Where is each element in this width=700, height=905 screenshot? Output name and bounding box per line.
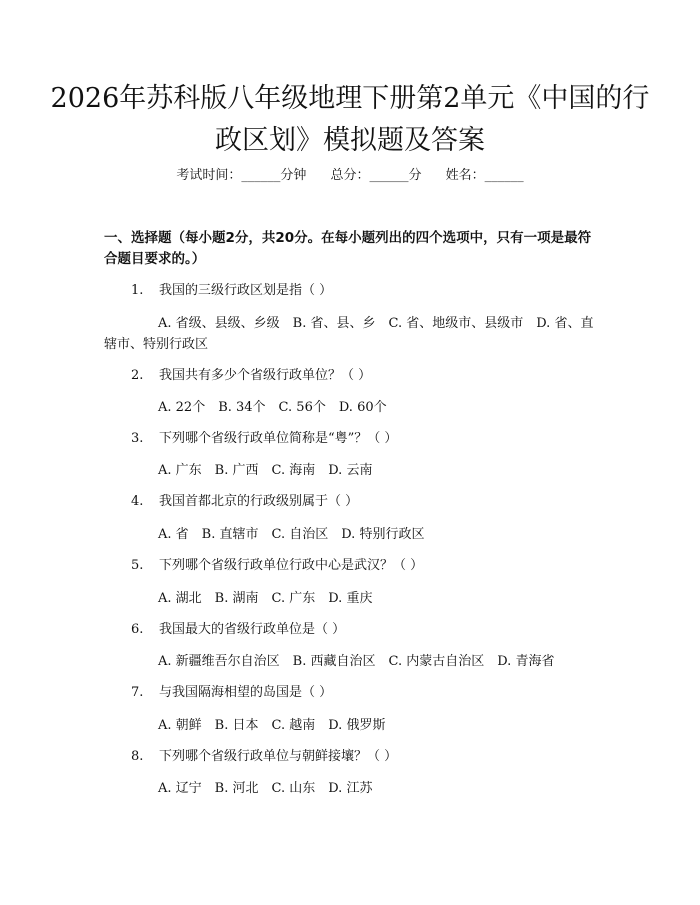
question-options: A. 省级、县级、乡级 B. 省、县、乡 C. 省、地级市、县级市 D. 省、直辖市、特别行政区 — [104, 316, 594, 352]
question-text: 我国共有多少个省级行政单位？（ ） — [159, 368, 372, 383]
question-stem — [131, 366, 601, 386]
question-text: 我国最大的省级行政单位是（ ） — [159, 622, 346, 637]
question-number: 8. — [131, 749, 144, 764]
question-number: 1. — [131, 283, 144, 298]
question-text: 我国首都北京的行政级别属于（ ） — [159, 494, 359, 509]
question-text: 我国的三级行政区划是指（ ） — [159, 283, 333, 298]
question-options: A. 湖北 B. 湖南 C. 广东 D. 重庆 — [158, 591, 373, 606]
question-text: 下列哪个省级行政单位行政中心是武汉？（ ） — [159, 558, 424, 573]
question-options: A. 22个 B. 34个 C. 56个 D. 60个 — [158, 400, 387, 415]
question-number: 4. — [131, 494, 144, 509]
question-number: 5. — [131, 558, 144, 573]
question-stem — [131, 429, 601, 449]
question-stem — [131, 683, 601, 703]
question-options: A. 广东 B. 广西 C. 海南 D. 云南 — [158, 463, 373, 478]
question-number: 7. — [131, 685, 144, 700]
question-number: 6. — [131, 622, 144, 637]
question-text: 与我国隔海相望的岛国是（ ） — [159, 685, 333, 700]
question-options: A. 新疆维吾尔自治区 B. 西藏自治区 C. 内蒙古自治区 D. 青海省 — [158, 654, 555, 669]
question-stem — [131, 747, 601, 767]
question-text: 下列哪个省级行政单位与朝鲜接壤？（ ） — [159, 749, 398, 764]
exam-meta — [0, 166, 700, 186]
section-heading: 一、选择题（每小题2分，共20分。在每小题列出的四个选项中，只有一项是最符合题目要求的。） — [104, 230, 592, 267]
question-options: A. 省 B. 直辖市 C. 自治区 D. 特别行政区 — [158, 527, 425, 542]
question-stem — [131, 620, 601, 640]
exam-time: 考试时间：______分钟 — [176, 168, 307, 183]
question-text: 下列哪个省级行政单位简称是“粤”？（ ） — [159, 431, 398, 446]
question-stem — [131, 556, 601, 576]
question-options: A. 辽宁 B. 河北 C. 山东 D. 江苏 — [158, 781, 373, 796]
exam-name: 姓名：______ — [445, 168, 524, 183]
question-stem — [131, 281, 601, 301]
question-options: A. 朝鲜 B. 日本 C. 越南 D. 俄罗斯 — [158, 718, 386, 733]
question-stem — [131, 492, 601, 512]
exam-score: 总分：______分 — [330, 168, 422, 183]
page-title: 2026年苏科版八年级地理下册第2单元《中国的行政区划》模拟题及答案 — [50, 83, 650, 156]
question-number: 3. — [131, 431, 144, 446]
question-number: 2. — [131, 368, 144, 383]
